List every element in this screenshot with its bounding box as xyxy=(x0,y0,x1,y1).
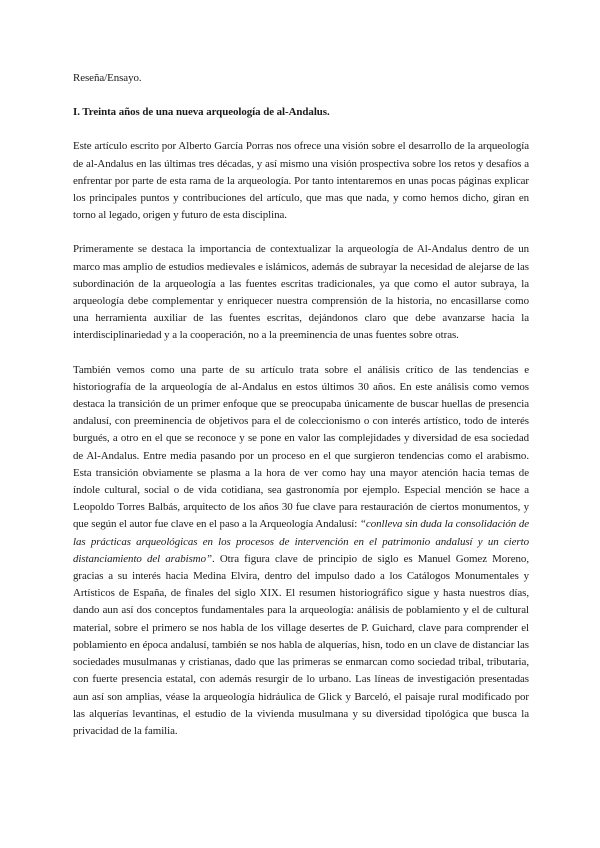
paragraph-historiography-text-after: . Otra figura clave de principio de siglo es Manuel Gomez Moreno, gracias a su interés hacia Medina Elvira, dentro del impulso dado a los Catálogos Monumentales y Artísticos de España, de finales del siglo XIX. El resumen historiográfico sigue y hasta nuestros días, dando aun así dos conceptos fundamentales para la arqueología: análisis de poblamiento y el de cultural material, sobre el primero se nos habla de los village desertes de P. Guichard, clave para comprender el poblamiento en época andalusí, también se nos habla de alquerías, hisn, todo en un clave de distanciar las sociedades musulmanas y cristianas, dado que las primeras se enmarcan como sociedad tribal, tributaria, con fuerte presencia estatal, con además resurgir de lo urbano. Las líneas de investigación presentadas aun así son amplias, véase la arqueología hidráulica de Glick y Barceló, el paisaje rural modificado por las alquerías levantinas, el estudio de la vivienda musulmana y su diversidad tipológica que busca la privacidad de la familia. xyxy=(73,552,529,737)
paragraph-context-text: Primeramente se destaca la importancia de contextualizar la arqueología de Al-Andalus dentro de un marco mas amplio de estudios medievales e islámicos, además de subrayar la necesidad de alejarse de las subordinación de la arqueología a las fuentes escritas tradicionales, ya que como el autor subraya, la arqueología debe complementar y enriquecer nuestra comprensión de la historia, no encasillarse como una herramienta auxiliar de las fuentes escritas, dejándonos claro que debe avanzarse hacia la interdisciplinariedad y a la cooperación, no a la preeminencia de unas fuentes sobre otras. xyxy=(73,243,529,342)
paragraph-intro-text: Este artículo escrito por Alberto García Porras nos ofrece una visión sobre el desarrollo de la arqueología de al-Andalus en las últimas tres décadas, y así mismo una visión prospectiva sobre los retos y desafíos a enfrentar por parte de esta rama de la arqueología. Por tanto intentaremos en unas pocas páginas explicar los principales puntos y contribuciones del artículo, que mas que nada, y como hemos dicho, giran en torno al legado, origen y futuro de esta disciplina. xyxy=(73,140,529,222)
torres-balbas-quote: “conlleva sin duda la consolidación de las prácticas arqueológicas en los procesos de intervención en el patrimonio andalusí y un cierto distanciamiento del arabismo” xyxy=(73,518,529,565)
paragraph-context xyxy=(73,241,529,344)
paragraph-historiography xyxy=(73,362,529,740)
paragraph-intro xyxy=(73,138,529,224)
paragraph-historiography-text-before: También vemos como una parte de su artículo trata sobre el análisis crítico de las tendencias e historiografía de la arqueología de al-Andalus en estos últimos 30 años. En este análisis como vemos destaca la transición de un primer enfoque que se preocupaba únicamente de buscar huellas de presencia andalusí, con preeminencia de objetivos para el de coleccionismo o con interés artístico, todo de interés burgués, a otro en el que se reconoce y se pone en valor las complejidades y diversidad de esa sociedad de Al-Andalus. Entre media pasando por un proceso en el que surgieron tendencias como el arabismo. Esta transición obviamente se plasma a la hora de ver como hay una mayor atención hacia temas de índole cultural, social o de vida cotidiana, sea gastronomía por ejemplo. Especial mención se hace a Leopoldo Torres Balbás, arquitecto de los años 30 fue clave para restauración de ciertos monumentos, y que según el autor fue clave en el paso a la Arqueología Andalusí: xyxy=(73,363,529,531)
document-body xyxy=(73,70,529,740)
section-title: I. Treinta años de una nueva arqueología de al-Andalus. xyxy=(73,106,330,119)
document-type-label: Reseña/Ensayo. xyxy=(73,72,142,84)
